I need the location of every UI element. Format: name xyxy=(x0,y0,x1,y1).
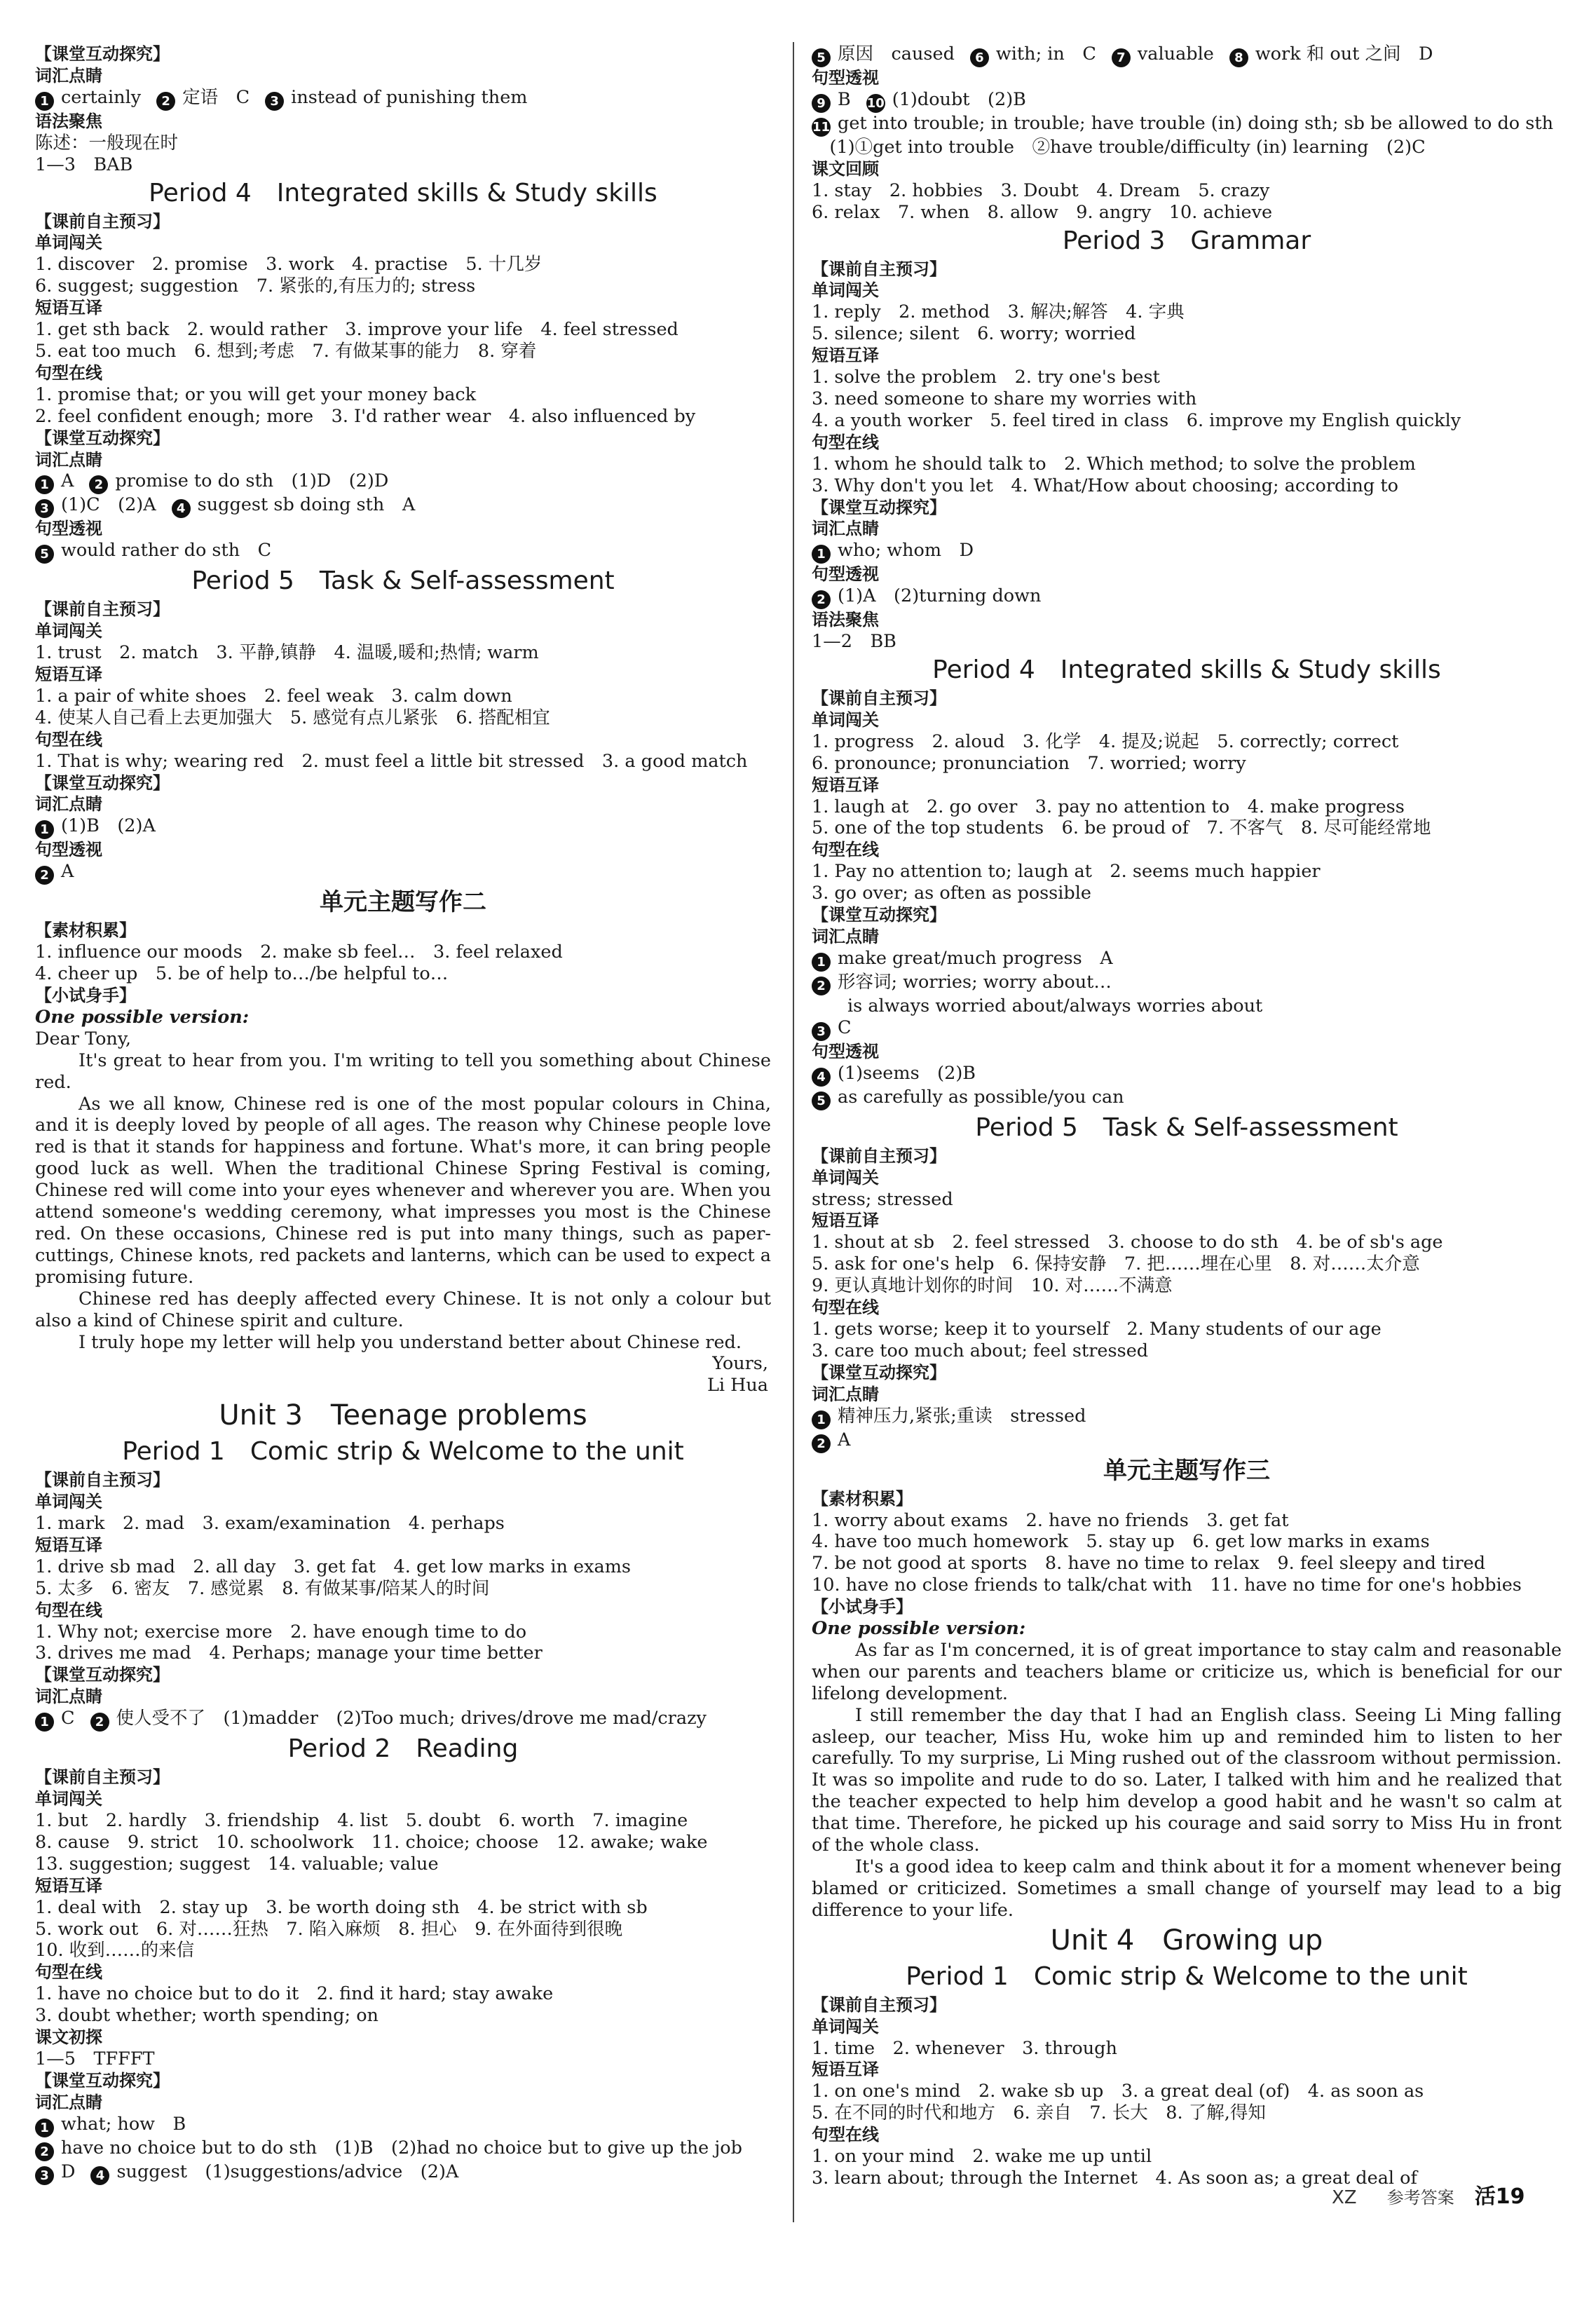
section-heading: 短语互译 xyxy=(812,2060,879,2080)
answer-text: B xyxy=(838,88,851,110)
item-number-badge: 10 xyxy=(866,94,885,113)
answer-line: 1. solve the problem 2. try one's best xyxy=(812,367,1160,388)
section-heading: 短语互译 xyxy=(812,775,879,795)
numbered-answer-line xyxy=(35,540,771,564)
item-number-badge: 2 xyxy=(89,475,108,494)
item-number-badge: 3 xyxy=(35,2166,54,2185)
answer-text: have no choice but to do sth (1)B (2)had no choice but to give up the job xyxy=(61,2137,742,2158)
answer-text: C xyxy=(838,1016,852,1038)
answer-line: 1. worry about exams 2. have no friends 3. get fat xyxy=(812,1509,1289,1531)
answer-text: as carefully as possible/you can xyxy=(838,1086,1124,1108)
answer-line: 10. have no close friends to talk/chat with 11. have no time for one's hobbies xyxy=(812,1575,1522,1596)
item-number-badge: 2 xyxy=(812,1434,831,1453)
block-heading: 【课前自主预习】 xyxy=(812,1994,946,2015)
numbered-answer-line xyxy=(812,540,1562,564)
answer-text: D xyxy=(61,2161,76,2182)
answer-line: 1. but 2. hardly 3. friendship 4. list 5. doubt 6. worth 7. imagine xyxy=(35,1810,688,1831)
section-heading: 单词闯关 xyxy=(812,2016,879,2036)
answer-text: A xyxy=(838,1429,851,1450)
essay-paragraph: I still remember the day that I had an English class. Seeing Li Ming falling asleep, our teacher, Miss Hu, woke him up and reminded him to listen to her carefully. To my surprise, Li Ming rushed out of the classroom without permission. It was so impolite and rude to do so. Later, I talked with him and he realized that the teacher expected to help him develop a good habit and he wasn't so calm at that time. Therefore, he picked up his courage and said sorry to Miss Hu in front of the whole class. xyxy=(812,1704,1562,1856)
item-number-badge: 11 xyxy=(812,118,831,137)
answer-text: suggest (1)suggestions/advice (2)A xyxy=(116,2161,459,2182)
answer-line: 5. work out 6. 对……狂热 7. 陷入麻烦 8. 担心 9. 在外面待到很晚 xyxy=(35,1918,623,1940)
item-number-badge: 4 xyxy=(90,2166,109,2185)
answer-line: 10. 收到……的来信 xyxy=(35,1940,195,1961)
answer-line: is always worried about/always worries about xyxy=(812,995,1263,1016)
section-heading: 短语互译 xyxy=(812,1211,879,1231)
answer-line: 3. doubt whether; worth spending; on xyxy=(35,2005,378,2027)
item-number-badge: 2 xyxy=(90,1713,109,1732)
section-heading: 词汇点睛 xyxy=(35,794,102,815)
item-number-badge: 1 xyxy=(35,92,54,111)
answer-line: 5. one of the top students 6. be proud of 7. 不客气 8. 尽可能经常地 xyxy=(812,817,1431,839)
answer-line: 1. Why not; exercise more 2. have enough time to do xyxy=(35,1621,527,1643)
block-heading: 【课堂互动探究】 xyxy=(812,1362,946,1382)
block-heading: 【课前自主预习】 xyxy=(812,688,946,709)
block-heading: 【课堂互动探究】 xyxy=(35,773,170,793)
answer-text: make great/much progress A xyxy=(838,947,1113,969)
answer-line: 6. relax 7. when 8. allow 9. angry 10. achieve xyxy=(812,201,1273,223)
answer-text: would rather do sth C xyxy=(61,540,272,562)
answer-text: (1)A (2)turning down xyxy=(838,585,1042,607)
answer-line: 1. get sth back 2. would rather 3. improve your life 4. feel stressed xyxy=(35,319,678,341)
answer-text: valuable xyxy=(1137,43,1214,64)
section-heading: 句型在线 xyxy=(812,840,879,860)
numbered-answer-line xyxy=(812,585,1562,609)
item-number-badge: 1 xyxy=(35,475,54,494)
answer-line: 3. care too much about; feel stressed xyxy=(812,1340,1149,1361)
period-title: Period 1 Comic strip & Welcome to the unit xyxy=(906,1961,1468,1991)
item-number-badge: 3 xyxy=(265,92,284,111)
answer-text: 形容词; worries; worry about… xyxy=(838,971,1112,993)
section-heading: 句型透视 xyxy=(812,564,879,585)
answer-text: promise to do sth (1)D (2)D xyxy=(115,470,389,492)
answer-text: work 和 out 之间 D xyxy=(1255,43,1433,64)
block-heading: 【课前自主预习】 xyxy=(812,1145,946,1166)
answer-line: 1. gets worse; keep it to yourself 2. Many students of our age xyxy=(812,1318,1382,1340)
answer-text: A xyxy=(61,861,74,883)
answer-text: certainly xyxy=(61,86,142,108)
block-heading: 【课前自主预习】 xyxy=(35,211,170,231)
answer-line: 5. 太多 6. 密友 7. 感觉累 8. 有做某事/陪某人的时间 xyxy=(35,1577,490,1599)
answer-line: 1. reply 2. method 3. 解决;解答 4. 字典 xyxy=(812,301,1185,323)
section-heading: 句型在线 xyxy=(812,432,879,452)
period-title: Period 3 Grammar xyxy=(1062,226,1311,255)
section-heading: 词汇点睛 xyxy=(35,65,102,86)
answer-line: 1—2 BB xyxy=(812,631,896,653)
block-heading: 【课堂互动探究】 xyxy=(35,428,170,448)
section-heading: 短语互译 xyxy=(35,1875,102,1896)
period-title: Period 4 Integrated skills & Study skills xyxy=(149,178,657,208)
answer-line: 1. shout at sb 2. feel stressed 3. choose to do sth 4. be of sb's age xyxy=(812,1232,1443,1253)
answer-line: stress; stressed xyxy=(812,1188,953,1210)
item-number-badge: 2 xyxy=(812,977,831,995)
section-heading: 词汇点睛 xyxy=(812,927,879,946)
section-heading: 词汇点睛 xyxy=(812,1384,879,1404)
answer-line: 1. discover 2. promise 3. work 4. practise 5. 十几岁 xyxy=(35,254,543,276)
answer-line: 3. need someone to share my worries with xyxy=(812,388,1197,409)
section-heading: 单词闯关 xyxy=(812,709,879,730)
numbered-answer-line xyxy=(812,113,1562,137)
answer-text: (1)seems (2)B xyxy=(838,1062,976,1084)
answer-text: 精神压力,紧张;重读 stressed xyxy=(838,1405,1086,1427)
answer-line: 1. drive sb mad 2. all day 3. get fat 4. get low marks in exams xyxy=(35,1556,631,1577)
essay-paragraph: I truly hope my letter will help you understand better about Chinese red. xyxy=(79,1331,742,1353)
answer-line: 1. on your mind 2. wake me up until xyxy=(812,2146,1152,2168)
answer-line: 1. whom he should talk to 2. Which method; to solve the problem xyxy=(812,453,1416,475)
item-number-badge: 2 xyxy=(812,590,831,609)
signature-line: Yours, xyxy=(712,1353,768,1375)
answer-text: who; whom D xyxy=(838,540,974,562)
answer-text: (1)C (2)A xyxy=(61,494,156,516)
answer-line: 1. deal with 2. stay up 3. be worth doing sth 4. be strict with sb xyxy=(35,1896,648,1918)
numbered-answer-line xyxy=(812,1429,1562,1453)
page-footer xyxy=(1332,2179,1525,2210)
item-number-badge: 5 xyxy=(812,48,831,67)
answer-line: 5. ask for one's help 6. 保持安静 7. 把……埋在心里 8. 对……太介意 xyxy=(812,1253,1420,1275)
block-heading: 【小试身手】 xyxy=(812,1597,913,1617)
block-heading: 【小试身手】 xyxy=(35,986,136,1005)
answer-line: 4. 使某人自己看上去更加强大 5. 感觉有点儿紧张 6. 搭配相宜 xyxy=(35,707,550,728)
answer-line: 7. be not good at sports 8. have no time to relax 9. feel sleepy and tired xyxy=(812,1553,1486,1575)
answer-text: 定语 C xyxy=(182,86,250,108)
answer-line: 9. 更认真地计划你的时间 10. 对……不满意 xyxy=(812,1275,1173,1297)
answer-line: 3. drives me mad 4. Perhaps; manage your time better xyxy=(35,1643,543,1664)
section-heading: 单词闯关 xyxy=(812,1167,879,1188)
column-divider xyxy=(793,42,794,2222)
section-heading: 课文初探 xyxy=(35,2027,102,2048)
answer-line: 1. stay 2. hobbies 3. Doubt 4. Dream 5. crazy xyxy=(812,179,1270,201)
answer-line: 1. laugh at 2. go over 3. pay no attention to 4. make progress xyxy=(812,796,1405,817)
block-heading: 【课前自主预习】 xyxy=(35,599,170,620)
answer-line: 4. a youth worker 5. feel tired in class 6. improve my English quickly xyxy=(812,409,1461,431)
numbered-answer-line xyxy=(35,87,771,111)
item-number-badge: 1 xyxy=(35,820,54,839)
answer-line: 1. promise that; or you will get your money back xyxy=(35,383,477,405)
numbered-answer-line xyxy=(812,1406,1562,1429)
answer-line: 3. learn about; through the Internet 4. As soon as; a great deal of xyxy=(812,2167,1417,2189)
answer-line: 3. go over; as often as possible xyxy=(812,883,1091,904)
item-number-badge: 8 xyxy=(1229,48,1248,67)
answer-line: 1—3 BAB xyxy=(35,154,133,175)
essay-paragraph: It's great to hear from you. I'm writing to tell you something about Chinese red. xyxy=(35,1049,771,1093)
numbered-answer-line xyxy=(812,89,1562,113)
answer-text: instead of punishing them xyxy=(291,86,528,108)
signature-line: Li Hua xyxy=(707,1375,768,1396)
section-heading: 课文回顾 xyxy=(812,158,879,179)
answer-line: 1. progress 2. aloud 3. 化学 4. 提及;说起 5. correctly; correct xyxy=(812,730,1399,752)
answer-line: 5. 在不同的时代和地方 6. 亲自 7. 长大 8. 了解,得知 xyxy=(812,2102,1266,2124)
section-heading: 句型在线 xyxy=(35,362,102,383)
version-label: One possible version: xyxy=(812,1618,1026,1640)
section-heading: 句型透视 xyxy=(812,68,879,88)
numbered-answer-line xyxy=(35,861,771,885)
answer-line: 13. suggestion; suggest 14. valuable; value xyxy=(35,1853,439,1875)
numbered-answer-line xyxy=(35,1708,771,1732)
answer-line: 1—5 TFFFT xyxy=(35,2048,155,2069)
answer-text: suggest sb doing sth A xyxy=(197,494,416,516)
answer-line: 6. pronounce; pronunciation 7. worried; worry xyxy=(812,752,1246,774)
section-heading: 词汇点睛 xyxy=(35,449,102,470)
answer-text: A xyxy=(61,470,74,492)
section-heading: 短语互译 xyxy=(35,1535,102,1555)
numbered-answer-line xyxy=(812,1063,1562,1087)
item-number-badge: 1 xyxy=(35,1713,54,1732)
writing-title: 单元主题写作三 xyxy=(1103,1456,1270,1485)
item-number-badge: 7 xyxy=(1112,48,1131,67)
numbered-answer-line xyxy=(812,1017,1562,1041)
salutation: Dear Tony, xyxy=(35,1028,131,1049)
answer-text: 原因 caused xyxy=(838,43,955,64)
answer-text: (1)doubt (2)B xyxy=(892,88,1026,110)
block-heading: 【课堂互动探究】 xyxy=(35,1665,170,1685)
period-title: Period 4 Integrated skills & Study skills xyxy=(932,655,1441,685)
section-heading: 词汇点睛 xyxy=(35,1687,102,1707)
block-heading: 【课堂互动探究】 xyxy=(35,44,170,64)
item-number-badge: 5 xyxy=(35,545,54,564)
numbered-answer-line xyxy=(35,2137,771,2161)
right-column xyxy=(812,43,1562,2189)
item-number-badge: 1 xyxy=(812,545,831,564)
period-title: Period 1 Comic strip & Welcome to the unit xyxy=(122,1437,684,1467)
section-heading: 句型透视 xyxy=(35,840,102,860)
block-heading: 【课前自主预习】 xyxy=(35,1470,170,1490)
numbered-answer-line xyxy=(35,815,771,839)
item-number-badge: 1 xyxy=(35,2119,54,2137)
numbered-answer-line xyxy=(812,43,1562,67)
answer-line: 8. cause 9. strict 10. schoolwork 11. choice; choose 12. awake; wake xyxy=(35,1831,708,1853)
item-number-badge: 3 xyxy=(35,499,54,518)
item-number-badge: 3 xyxy=(812,1022,831,1041)
period-title: Period 5 Task & Self-assessment xyxy=(975,1113,1398,1142)
answer-line: 4. have too much homework 5. stay up 6. get low marks in exams xyxy=(812,1531,1430,1553)
answer-line: (1)①get into trouble ②have trouble/difficulty (in) learning (2)C xyxy=(812,136,1426,158)
item-number-badge: 5 xyxy=(812,1092,831,1110)
period-title: Period 2 Reading xyxy=(287,1734,519,1764)
answer-line: 1. influence our moods 2. make sb feel… 3. feel relaxed xyxy=(35,941,563,963)
block-heading: 【课前自主预习】 xyxy=(35,1767,170,1788)
block-heading: 【素材积累】 xyxy=(812,1488,913,1509)
unit-title: Unit 4 Growing up xyxy=(1050,1924,1323,1957)
answer-line: 3. Why don't you let 4. What/How about choosing; according to xyxy=(812,475,1398,496)
section-heading: 短语互译 xyxy=(35,298,102,318)
section-heading: 词汇点睛 xyxy=(35,2092,102,2112)
item-number-badge: 9 xyxy=(812,94,831,113)
answer-line: 1. trust 2. match 3. 平静,镇静 4. 温暖,暖和;热情; warm xyxy=(35,642,539,664)
section-heading: 语法聚焦 xyxy=(35,111,102,131)
footer-label: 参考答案 xyxy=(1386,2188,1454,2208)
numbered-answer-line xyxy=(35,2161,771,2185)
numbered-answer-line xyxy=(35,470,771,494)
answer-text: get into trouble; in trouble; have trouble (in) doing sth; sb be allowed to do sth xyxy=(838,112,1554,134)
numbered-answer-line xyxy=(35,2114,771,2137)
answer-text: with; in C xyxy=(995,43,1096,64)
section-heading: 短语互译 xyxy=(35,665,102,685)
answer-line: 1. That is why; wearing red 2. must feel a little bit stressed 3. a good match xyxy=(35,750,748,772)
item-number-badge: 2 xyxy=(35,866,54,885)
section-heading: 短语互译 xyxy=(812,346,879,366)
block-heading: 【课堂互动探究】 xyxy=(812,905,946,925)
item-number-badge: 2 xyxy=(35,2142,54,2161)
period-title: Period 5 Task & Self-assessment xyxy=(191,566,615,596)
answer-text: C xyxy=(61,1708,75,1729)
section-heading: 句型在线 xyxy=(35,1600,102,1620)
item-number-badge: 4 xyxy=(812,1068,831,1087)
section-heading: 单词闯关 xyxy=(35,621,102,641)
numbered-answer-line xyxy=(812,972,1562,995)
page-number: 活19 xyxy=(1474,2184,1525,2209)
section-heading: 单词闯关 xyxy=(812,280,879,301)
answer-line: 陈述：一般现在时 xyxy=(35,132,179,154)
answer-line: 1. a pair of white shoes 2. feel weak 3. calm down xyxy=(35,685,512,707)
writing-title: 单元主题写作二 xyxy=(320,888,486,917)
answer-text: (1)B (2)A xyxy=(61,815,156,837)
section-heading: 语法聚焦 xyxy=(812,610,879,630)
essay-paragraph: It's a good idea to keep calm and think about it for a moment whenever being blamed or criticized. Sometimes a small change of yourself may lead to a big difference to your life. xyxy=(812,1856,1562,1921)
unit-title: Unit 3 Teenage problems xyxy=(219,1399,587,1432)
block-heading: 【课前自主预习】 xyxy=(812,259,946,279)
essay-paragraph: Chinese red has deeply affected every Chinese. It is not only a colour but also a kind of Chinese spirit and culture. xyxy=(35,1288,771,1331)
answer-line: 1. mark 2. mad 3. exam/examination 4. perhaps xyxy=(35,1513,505,1535)
section-heading: 句型在线 xyxy=(35,1962,102,1983)
section-heading: 句型在线 xyxy=(812,2125,879,2145)
block-heading: 【课堂互动探究】 xyxy=(35,2070,170,2090)
section-heading: 句型在线 xyxy=(35,729,102,749)
answer-line: 1. on one's mind 2. wake sb up 3. a great deal (of) 4. as soon as xyxy=(812,2081,1424,2102)
answer-line: 4. cheer up 5. be of help to…/be helpful to… xyxy=(35,963,449,985)
answer-text: what; how B xyxy=(61,2113,186,2135)
answer-line: 6. suggest; suggestion 7. 紧张的,有压力的; stress xyxy=(35,276,476,297)
footer-code: XZ xyxy=(1332,2187,1357,2208)
item-number-badge: 4 xyxy=(172,499,191,518)
essay-paragraph: As far as I'm concerned, it is of great importance to stay calm and reasonable when our parents and teachers blame or criticize us, which is beneficial for our lifelong development. xyxy=(812,1639,1562,1704)
numbered-answer-line xyxy=(812,1087,1562,1110)
answer-line: 1. have no choice but to do it 2. find it hard; stay awake xyxy=(35,1983,554,2005)
item-number-badge: 6 xyxy=(970,48,989,67)
item-number-badge: 2 xyxy=(156,92,175,111)
answer-line: 1. time 2. whenever 3. through xyxy=(812,2037,1117,2059)
block-heading: 【素材积累】 xyxy=(35,920,136,941)
numbered-answer-line xyxy=(812,948,1562,972)
essay-paragraph: As we all know, Chinese red is one of the most popular colours in China, and it is deeply loved by people of all ages. The reason why Chinese people love red is that it stands for happiness and fortune. What's more, it can bring people good luck as well. When the traditional Chinese Spring Festival is coming, Chinese red will come into your eyes whenever and wherever you are. When you attend someone's wedding ceremony, what impresses you most is the Chinese red. On these occasions, Chinese red is put into many things, such as paper-cuttings, Chinese knots, red packets and lanterns, which can be used to expect a promising future. xyxy=(35,1093,771,1288)
left-column xyxy=(35,43,771,2185)
answer-line: 5. eat too much 6. 想到;考虑 7. 有做某事的能力 8. 穿着 xyxy=(35,340,537,362)
item-number-badge: 1 xyxy=(812,953,831,972)
answer-text: 使人受不了 (1)madder (2)Too much; drives/drove me mad/crazy xyxy=(116,1708,707,1729)
item-number-badge: 1 xyxy=(812,1410,831,1429)
answer-line: 2. feel confident enough; more 3. I'd rather wear 4. also influenced by xyxy=(35,405,696,427)
answer-line: 1. Pay no attention to; laugh at 2. seems much happier xyxy=(812,861,1321,883)
section-heading: 句型在线 xyxy=(812,1298,879,1318)
section-heading: 词汇点睛 xyxy=(812,519,879,539)
section-heading: 单词闯关 xyxy=(35,1789,102,1809)
section-heading: 单词闯关 xyxy=(35,233,102,253)
numbered-answer-line xyxy=(35,494,771,518)
section-heading: 句型透视 xyxy=(812,1041,879,1061)
block-heading: 【课堂互动探究】 xyxy=(812,497,946,517)
answer-line: 5. silence; silent 6. worry; worried xyxy=(812,323,1136,345)
section-heading: 单词闯关 xyxy=(35,1492,102,1512)
version-label: One possible version: xyxy=(35,1006,250,1028)
section-heading: 句型透视 xyxy=(35,519,102,539)
